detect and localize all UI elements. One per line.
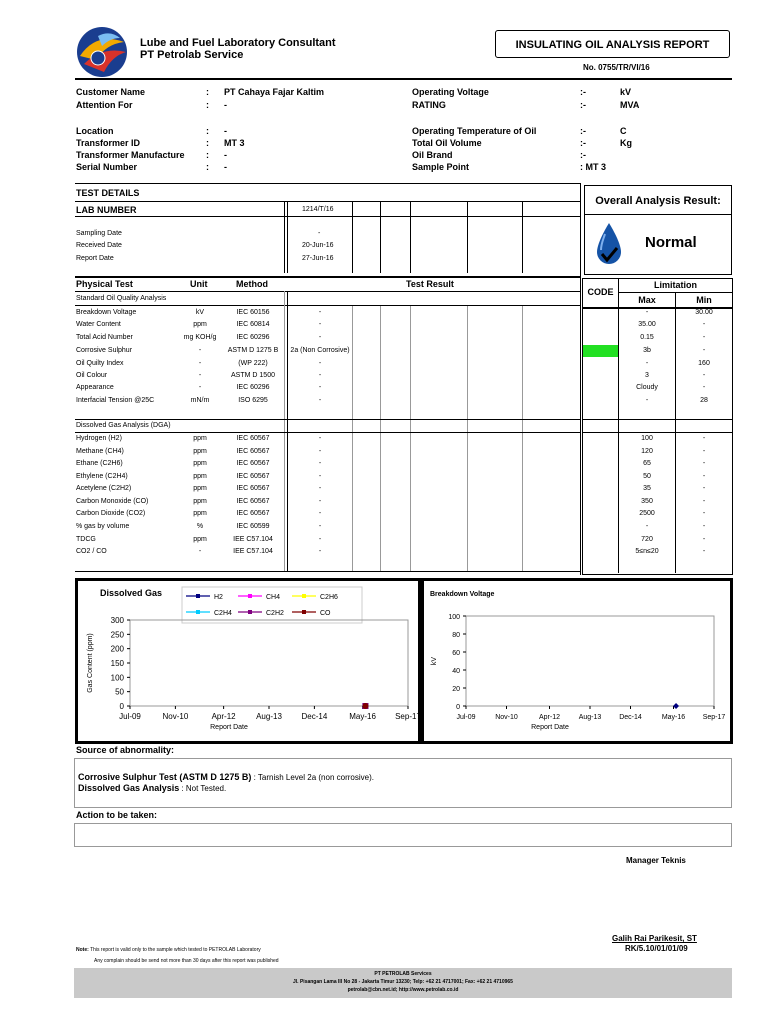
abnormality-box [74, 758, 732, 808]
info-label: Operating Temperature of Oil [412, 126, 537, 136]
info-sep: : [206, 126, 209, 136]
sampling-date-label: Sampling Date [76, 230, 122, 237]
signature-code: RK/5.10/01/01/09 [625, 944, 688, 953]
abnormality-corrosive-label: Corrosive Sulphur Test (ASTM D 1275 B) [78, 772, 252, 782]
test-unit: ppm [193, 485, 207, 492]
test-name: Hydrogen (H2) [76, 435, 122, 442]
info-label: Location [76, 126, 114, 136]
x-tick-label: Apr-12 [211, 712, 236, 721]
col-min: Min [696, 295, 712, 305]
x-axis-label: Report Date [531, 724, 569, 731]
limit-min: - [702, 536, 706, 543]
breakdown-voltage-chart [421, 578, 733, 744]
y-tick-label: 100 [448, 614, 460, 621]
limit-min: 30.00 [695, 309, 713, 316]
test-details-title: TEST DETAILS [76, 188, 140, 198]
limit-max: - [645, 309, 649, 316]
legend-label: C2H6 [320, 594, 338, 601]
test-result: - [318, 321, 322, 328]
test-unit: - [198, 347, 202, 354]
company-name-line1: Lube and Fuel Laboratory Consultant [140, 37, 336, 49]
test-name: Carbon Dioxide (CO2) [76, 510, 146, 517]
legend-marker [248, 594, 252, 598]
legend-marker [302, 610, 306, 614]
info-sep: :- [580, 100, 586, 110]
x-tick-label: Dec-14 [619, 714, 642, 721]
test-method: IEC 60567 [236, 448, 270, 455]
limit-max: 720 [641, 536, 653, 543]
info-label: RATING [412, 100, 446, 110]
report-date-label: Report Date [76, 255, 114, 262]
test-method: (WP 222) [238, 360, 268, 367]
section-standard-title: Standard Oil Quality Analysis [76, 295, 167, 302]
limit-min: - [702, 372, 706, 379]
x-tick-label: Aug-13 [256, 712, 282, 721]
test-name: Interfacial Tension @25C [76, 397, 155, 404]
chart-title: Breakdown Voltage [430, 591, 495, 598]
test-name: Carbon Monoxide (CO) [76, 498, 149, 505]
limit-min: - [702, 523, 706, 530]
legend-label: CH4 [266, 594, 281, 601]
abnormality-dga-text: : Not Tested. [179, 784, 227, 793]
y-tick-label: 20 [452, 686, 460, 693]
overall-result-panel [584, 185, 732, 275]
info-label: Attention For [76, 100, 133, 110]
limit-max: 35 [643, 485, 651, 492]
test-unit: ppm [193, 321, 207, 328]
test-result: - [318, 448, 322, 455]
attention-for: - [224, 100, 227, 110]
test-unit: mg KOH/g [183, 334, 217, 341]
test-method: IEC 60567 [236, 510, 270, 517]
limit-max: 100 [641, 435, 653, 442]
y-tick-label: 100 [110, 673, 124, 683]
y-axis-label: kV [431, 656, 438, 666]
limit-min: - [702, 448, 706, 455]
x-tick-label: Aug-13 [578, 714, 602, 721]
limit-min: - [702, 510, 706, 517]
temperature-unit: C [620, 126, 627, 136]
test-name: Ethane (C2H6) [76, 460, 123, 467]
rating-unit: MVA [620, 100, 640, 110]
action-title: Action to be taken: [76, 810, 158, 820]
info-label: Total Oil Volume [412, 138, 482, 148]
limit-max: 0.15 [640, 334, 654, 341]
info-label: Operating Voltage [412, 87, 489, 97]
info-sep: :- [580, 87, 586, 97]
test-name: Water Content [76, 321, 121, 328]
limit-max: - [645, 360, 649, 367]
footer-bar [74, 968, 732, 998]
received-date: 20-Jun-16 [302, 242, 334, 249]
transformer-manufacture: - [224, 150, 227, 160]
legend-marker [302, 594, 306, 598]
test-name: Oil Quilty Index [76, 360, 124, 367]
test-result: - [318, 510, 322, 517]
x-tick-label: Sep-17 [702, 714, 726, 721]
limit-min: - [702, 435, 706, 442]
info-label: Transformer ID [76, 138, 141, 148]
test-method: ASTM D 1500 [231, 372, 275, 379]
test-result: - [318, 548, 322, 555]
test-name: % gas by volume [76, 523, 130, 530]
test-unit: ppm [193, 460, 207, 467]
test-name: Oil Colour [76, 372, 108, 379]
test-result: - [318, 460, 322, 467]
legend-label: H2 [214, 594, 223, 601]
col-code: CODE [587, 287, 614, 297]
test-name: Ethylene (C2H4) [76, 473, 128, 480]
info-sep: : [206, 87, 209, 97]
test-method: IEC 60567 [236, 498, 270, 505]
x-tick-label: Dec-14 [301, 712, 328, 721]
legend-marker [248, 610, 252, 614]
y-tick-label: 200 [110, 644, 124, 654]
plot-area [466, 616, 714, 706]
overall-result-value: Normal [645, 234, 697, 251]
test-result: - [318, 397, 322, 404]
legend-box [182, 587, 362, 623]
transformer-id: MT 3 [224, 138, 245, 148]
test-name: TDCG [76, 536, 96, 543]
x-tick-label: May-16 [349, 712, 376, 721]
limit-max: 2500 [639, 510, 655, 517]
notes [76, 947, 261, 953]
dissolved-gas-svg [78, 581, 421, 741]
y-tick-label: 0 [456, 704, 460, 711]
logo-icon [76, 26, 128, 78]
x-tick-label: Sep-17 [395, 712, 421, 721]
limit-max: 65 [643, 460, 651, 467]
abnormality-corrosive-text: : Tarnish Level 2a (non corrosive). [251, 773, 374, 782]
overall-result-title: Overall Analysis Result: [585, 188, 731, 215]
breakdown-voltage-svg [424, 581, 730, 741]
limit-max: - [645, 523, 649, 530]
customer-name: PT Cahaya Fajar Kaltim [224, 87, 325, 97]
test-unit: - [198, 384, 202, 391]
test-result: 2a (Non Corrosive) [290, 347, 350, 354]
test-unit: - [198, 372, 202, 379]
legend-label: CO [320, 610, 331, 617]
col-limitation: Limitation [654, 280, 697, 290]
info-sep: : [206, 138, 209, 148]
footer-company: PT PETROLAB Services [374, 971, 432, 977]
limitation-header [582, 278, 733, 308]
location: - [224, 126, 227, 136]
dissolved-gas-chart [75, 578, 421, 744]
x-tick-label: Nov-10 [162, 712, 189, 721]
limit-max: 120 [641, 448, 653, 455]
legend-marker [196, 610, 200, 614]
test-result: - [318, 498, 322, 505]
plot-area [130, 620, 408, 706]
test-unit: ppm [193, 536, 207, 543]
limit-max: 350 [641, 498, 653, 505]
test-result: - [318, 372, 322, 379]
col-method: Method [236, 279, 268, 289]
info-sep: : [206, 162, 209, 172]
limit-min: - [702, 485, 706, 492]
col-max: Max [638, 295, 656, 305]
info-label: Sample Point [412, 162, 470, 172]
test-method: IEC 60296 [236, 384, 270, 391]
action-box [74, 823, 732, 847]
chart-title: Dissolved Gas [100, 588, 163, 598]
y-tick-label: 50 [115, 687, 124, 697]
test-unit: ppm [193, 473, 207, 480]
section-dga-title: Dissolved Gas Analysis (DGA) [76, 422, 171, 429]
x-tick-label: Nov-10 [495, 714, 518, 721]
y-tick-label: 300 [110, 616, 124, 625]
limit-min: 160 [698, 360, 710, 367]
info-label: Transformer Manufacture [76, 150, 185, 160]
oil-volume-unit: Kg [620, 138, 632, 148]
test-method: ASTM D 1275 B [227, 347, 279, 354]
test-method: IEE C57.104 [233, 536, 273, 543]
test-result: - [318, 334, 322, 341]
info-sep: : [206, 100, 209, 110]
limit-max: 3 [645, 372, 649, 379]
test-method: IEC 60567 [236, 485, 270, 492]
x-tick-label: Jul-09 [456, 714, 476, 721]
sampling-date: - [318, 230, 321, 237]
y-tick-label: 80 [452, 632, 460, 639]
limit-min: - [702, 460, 706, 467]
report-number: No. 0755/TR/VI/16 [583, 63, 650, 72]
test-result: - [318, 435, 322, 442]
test-unit: ppm [193, 435, 207, 442]
info-label: Customer Name [76, 87, 146, 97]
test-name: Total Acid Number [76, 334, 133, 341]
test-name: Acetylene (C2H2) [76, 485, 132, 492]
test-result: - [318, 384, 322, 391]
info-sep: :- [580, 138, 586, 148]
legend-label: C2H4 [214, 610, 232, 617]
note-line2: Any complain should be send not more than 30 days after this report was published [94, 958, 279, 964]
info-sep: :- [580, 126, 586, 136]
limit-max: 3b [643, 347, 651, 354]
note-line1: This report is valid only to the sample which tested to PETROLAB Laboratory [90, 947, 261, 953]
data-point [362, 703, 368, 709]
test-method: IEE C57.104 [233, 548, 273, 555]
test-unit: ppm [193, 498, 207, 505]
legend-label: C2H2 [266, 610, 284, 617]
y-tick-label: 250 [110, 630, 124, 640]
oil-drop-check-icon [595, 222, 623, 266]
test-name: Appearance [76, 384, 114, 391]
test-result: - [318, 523, 322, 530]
y-tick-label: 0 [119, 702, 124, 711]
limit-min: - [702, 321, 706, 328]
test-unit: ppm [193, 510, 207, 517]
report-title: INSULATING OIL ANALYSIS REPORT [515, 39, 710, 51]
test-result: - [318, 360, 322, 367]
test-method: IEC 60567 [236, 473, 270, 480]
limit-min: - [702, 347, 706, 354]
col-physical-test: Physical Test [76, 279, 133, 289]
serial-number: - [224, 162, 227, 172]
test-result: - [318, 536, 322, 543]
abnormality-dga-label: Dissolved Gas Analysis [78, 783, 180, 793]
test-method: IEC 60156 [236, 309, 270, 316]
signature-role: Manager Teknis [626, 856, 686, 865]
limit-min: - [702, 384, 706, 391]
limit-max: - [645, 397, 649, 404]
col-unit: Unit [190, 279, 208, 289]
y-axis-label: Gas Content (ppm) [87, 633, 94, 693]
test-result: - [318, 473, 322, 480]
x-tick-label: May-16 [661, 714, 686, 721]
footer-contact: petrolab@cbn.net.id; http://www.petrolab.co.id [347, 987, 459, 993]
note-label: Note: [76, 947, 89, 953]
limit-max: 50 [643, 473, 651, 480]
company-name-line2: PT Petrolab Service [140, 49, 244, 61]
limit-max: 5≤n≤20 [635, 548, 659, 555]
limit-max: Cloudy [636, 384, 658, 391]
test-unit: - [198, 360, 202, 367]
sample-point: : MT 3 [580, 162, 606, 172]
test-unit: ppm [193, 448, 207, 455]
lab-number-label: LAB NUMBER [76, 205, 137, 215]
test-name: Methane (CH4) [76, 448, 124, 455]
limit-min: - [702, 473, 706, 480]
limit-min: 28 [700, 397, 708, 404]
abnormality-title: Source of abnormality: [76, 745, 175, 755]
test-name: Breakdown Voltage [76, 309, 137, 316]
test-unit: mN/m [190, 397, 210, 404]
report-title-box [495, 30, 730, 58]
info-sep: :- [580, 150, 586, 160]
test-unit: kV [195, 309, 205, 316]
legend-marker [196, 594, 200, 598]
info-sep: : [206, 150, 209, 160]
limit-min: - [702, 548, 706, 555]
info-label: Oil Brand [412, 150, 453, 160]
test-name: Corrosive Sulphur [76, 347, 133, 354]
x-tick-label: Apr-12 [539, 714, 561, 721]
limit-min: - [702, 334, 706, 341]
y-tick-label: 60 [452, 650, 460, 657]
limit-min: - [702, 498, 706, 505]
signature-name: Galih Rai Parikesit, ST [612, 934, 697, 943]
test-method: IEC 60814 [236, 321, 270, 328]
test-name: CO2 / CO [76, 548, 107, 555]
col-test-result: Test Result [406, 279, 454, 289]
test-unit: % [196, 523, 204, 530]
info-label: Serial Number [76, 162, 138, 172]
test-method: IEC 60567 [236, 435, 270, 442]
code-indicator [583, 345, 618, 357]
y-tick-label: 150 [110, 659, 124, 668]
lab-number: 1214/T/16 [302, 206, 334, 213]
footer-address: Jl. Pisangan Lama III No 28 - Jakarta Timur 13230; Telp: +62 21 4717001; Fax: +62 21 4710965 [293, 979, 513, 985]
test-method: IEC 60567 [236, 460, 270, 467]
test-method: ISO 6295 [238, 397, 268, 404]
test-result: - [318, 485, 322, 492]
test-method: IEC 60296 [236, 334, 270, 341]
x-axis-label: Report Date [210, 724, 248, 731]
limit-max: 35.00 [638, 321, 656, 328]
test-method: IEC 60599 [236, 523, 270, 530]
test-result: - [318, 309, 322, 316]
report-date: 27-Jun-16 [302, 255, 334, 262]
received-date-label: Received Date [76, 242, 122, 249]
y-tick-label: 40 [452, 668, 460, 675]
x-tick-label: Jul-09 [119, 712, 141, 721]
operating-voltage-unit: kV [620, 87, 632, 97]
company-logo [76, 26, 128, 78]
test-unit: - [198, 548, 202, 555]
